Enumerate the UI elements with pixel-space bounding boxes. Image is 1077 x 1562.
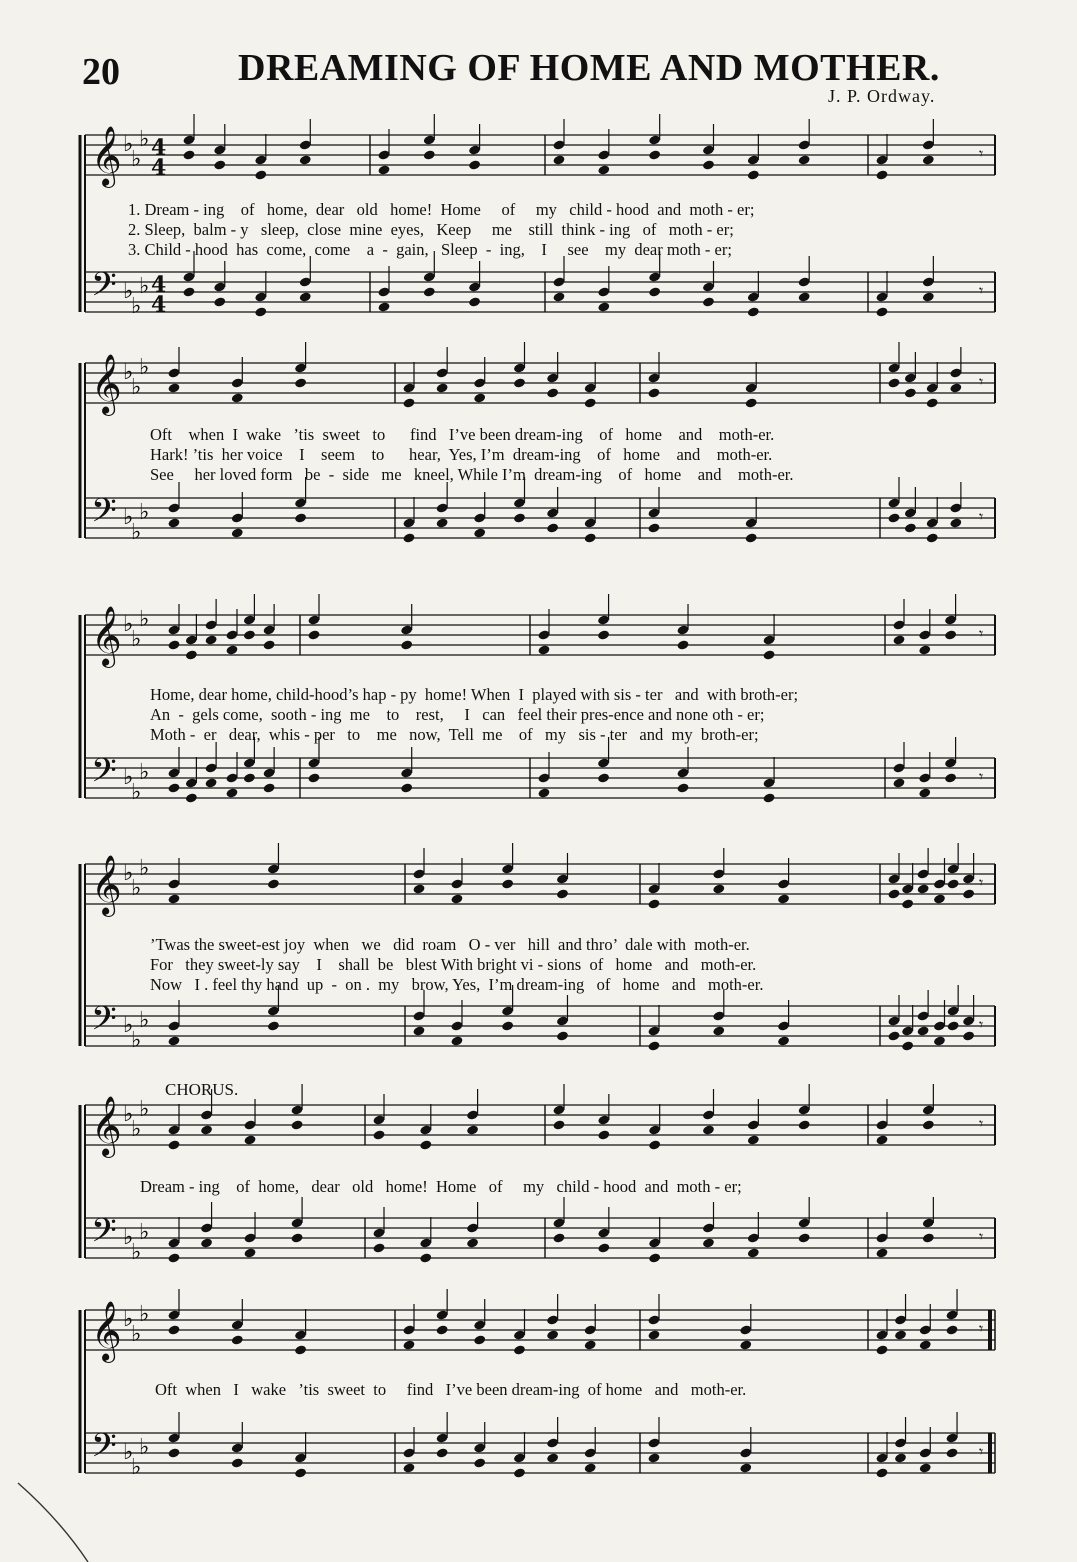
note-head bbox=[933, 893, 946, 904]
note-head bbox=[185, 649, 198, 660]
note-head bbox=[894, 1452, 907, 1463]
note-head bbox=[798, 1232, 811, 1243]
note-head bbox=[552, 1119, 565, 1130]
note-head bbox=[887, 377, 900, 388]
note-head bbox=[597, 1242, 610, 1253]
note-head bbox=[263, 782, 276, 793]
note-head bbox=[745, 397, 758, 408]
note-head bbox=[949, 517, 962, 528]
note-head bbox=[513, 512, 526, 523]
note-head bbox=[556, 888, 569, 899]
flat-icon: ♭ bbox=[123, 1013, 134, 1038]
note-head bbox=[648, 1139, 661, 1150]
note-head bbox=[875, 169, 888, 180]
note-head bbox=[647, 1329, 660, 1340]
composer-credit: J. P. Ordway. bbox=[828, 86, 936, 106]
bass-clef-icon: 𝄢 bbox=[91, 1427, 117, 1473]
note-head bbox=[712, 883, 725, 894]
treble-clef-icon: 𝄞 bbox=[91, 126, 122, 186]
flat-icon: ♭ bbox=[139, 1435, 150, 1460]
note-head bbox=[182, 149, 195, 160]
flat-icon: ♭ bbox=[123, 765, 134, 790]
note-head bbox=[231, 527, 244, 538]
bass-clef-icon: 𝄢 bbox=[91, 492, 117, 538]
note-head bbox=[377, 301, 390, 312]
note-head bbox=[402, 1339, 415, 1350]
note-head bbox=[747, 306, 760, 317]
note-head bbox=[556, 1030, 569, 1041]
note-head bbox=[436, 1447, 449, 1458]
eighth-rest-icon: 𝄾 bbox=[979, 1227, 984, 1246]
note-head bbox=[647, 387, 660, 398]
lyric-s1-l2: See her loved form be - side me kneel, While I’m dream-ing of home and moth-er. bbox=[150, 465, 794, 484]
treble-clef-icon: 𝄞 bbox=[91, 606, 122, 666]
flat-icon: ♭ bbox=[131, 627, 142, 652]
note-head bbox=[412, 883, 425, 894]
note-head bbox=[468, 296, 481, 307]
note-head bbox=[402, 397, 415, 408]
eighth-rest-icon: 𝄾 bbox=[979, 1442, 984, 1461]
lyric-s2-l2: Moth - er dear, whis - per to me now, Tell me of my sis - ter and my broth-er; bbox=[150, 725, 759, 744]
note-head bbox=[597, 1129, 610, 1140]
note-head bbox=[291, 1119, 304, 1130]
note-head bbox=[513, 1467, 526, 1478]
note-head bbox=[798, 1119, 811, 1130]
flat-icon: ♭ bbox=[139, 1302, 150, 1327]
note-head bbox=[267, 878, 280, 889]
note-head bbox=[702, 1124, 715, 1135]
note-head bbox=[597, 629, 610, 640]
note-head bbox=[400, 782, 413, 793]
note-head bbox=[205, 634, 218, 645]
note-head bbox=[231, 1457, 244, 1468]
bass-clef-icon: 𝄢 bbox=[91, 1212, 117, 1258]
flat-icon: ♭ bbox=[131, 780, 142, 805]
note-head bbox=[167, 1035, 180, 1046]
note-head bbox=[946, 1447, 959, 1458]
note-head bbox=[917, 1025, 930, 1036]
time-signature-bottom: 4 bbox=[151, 155, 167, 181]
note-head bbox=[402, 532, 415, 543]
note-head bbox=[747, 169, 760, 180]
note-head bbox=[947, 878, 960, 889]
bass-clef-icon: 𝄢 bbox=[91, 1000, 117, 1046]
lyric-s3-l1: For they sweet-ly say I shall be blest With bright vi - sions of home and moth-er. bbox=[150, 955, 757, 974]
note-head bbox=[892, 634, 905, 645]
lyric-s0-l0: 1. Dream - ing of home, dear old home! Home of my child - hood and moth - er; bbox=[128, 200, 755, 219]
flat-icon: ♭ bbox=[139, 1097, 150, 1122]
note-head bbox=[552, 154, 565, 165]
flat-icon: ♭ bbox=[139, 607, 150, 632]
note-head bbox=[307, 772, 320, 783]
note-head bbox=[423, 286, 436, 297]
note-head bbox=[875, 1134, 888, 1145]
flat-icon: ♭ bbox=[131, 1117, 142, 1142]
note-head bbox=[513, 1344, 526, 1355]
flat-icon: ♭ bbox=[139, 355, 150, 380]
note-head bbox=[200, 1124, 213, 1135]
flat-icon: ♭ bbox=[139, 127, 150, 152]
lyric-s1-l0: Oft when I wake ’tis sweet to find I’ve been dream-ing of home and moth-er. bbox=[150, 425, 775, 444]
note-head bbox=[919, 1462, 932, 1473]
note-head bbox=[294, 377, 307, 388]
note-head bbox=[904, 387, 917, 398]
note-head bbox=[254, 306, 267, 317]
flat-icon: ♭ bbox=[139, 856, 150, 881]
treble-clef-icon: 𝄞 bbox=[91, 354, 122, 414]
note-head bbox=[584, 1339, 597, 1350]
note-head bbox=[647, 1452, 660, 1463]
eighth-rest-icon: 𝄾 bbox=[979, 372, 984, 391]
note-head bbox=[377, 164, 390, 175]
eighth-rest-icon: 𝄾 bbox=[979, 281, 984, 300]
flat-icon: ♭ bbox=[123, 1440, 134, 1465]
note-head bbox=[901, 1040, 914, 1051]
bass-clef-icon: 𝄢 bbox=[91, 752, 117, 798]
note-head bbox=[922, 154, 935, 165]
note-head bbox=[243, 629, 256, 640]
note-head bbox=[537, 787, 550, 798]
note-head bbox=[468, 159, 481, 170]
note-head bbox=[436, 517, 449, 528]
note-head bbox=[648, 149, 661, 160]
note-head bbox=[917, 883, 930, 894]
flat-icon: ♭ bbox=[131, 520, 142, 545]
flat-icon: ♭ bbox=[131, 294, 142, 319]
note-head bbox=[676, 782, 689, 793]
flat-icon: ♭ bbox=[131, 147, 142, 172]
lyric-s1-l1: Hark! ’tis her voice I seem to hear, Yes, I’m dream-ing of home and moth-er. bbox=[150, 445, 773, 464]
flat-icon: ♭ bbox=[131, 1322, 142, 1347]
note-head bbox=[213, 159, 226, 170]
note-head bbox=[423, 149, 436, 160]
note-head bbox=[167, 893, 180, 904]
treble-clef-icon: 𝄞 bbox=[91, 855, 122, 915]
flat-icon: ♭ bbox=[139, 500, 150, 525]
note-head bbox=[225, 644, 238, 655]
note-head bbox=[648, 286, 661, 297]
note-head bbox=[552, 1232, 565, 1243]
time-signature-top: 4 bbox=[151, 272, 167, 298]
note-head bbox=[167, 639, 180, 650]
note-head bbox=[918, 787, 931, 798]
note-head bbox=[167, 1252, 180, 1263]
note-head bbox=[231, 1334, 244, 1345]
note-head bbox=[584, 1462, 597, 1473]
note-head bbox=[739, 1339, 752, 1350]
note-head bbox=[712, 1025, 725, 1036]
time-signature-bottom: 4 bbox=[151, 292, 167, 318]
note-head bbox=[702, 296, 715, 307]
eighth-rest-icon: 𝄾 bbox=[979, 1015, 984, 1034]
note-head bbox=[167, 1324, 180, 1335]
note-head bbox=[436, 382, 449, 393]
flat-icon: ♭ bbox=[131, 1240, 142, 1265]
note-head bbox=[949, 382, 962, 393]
flat-icon: ♭ bbox=[139, 274, 150, 299]
note-head bbox=[291, 1232, 304, 1243]
lyric-s2-l0: Home, dear home, child-hood’s hap - py home! When I played with sis - ter and with broth-er; bbox=[150, 685, 799, 704]
note-head bbox=[501, 1020, 514, 1031]
eighth-rest-icon: 𝄾 bbox=[979, 767, 984, 786]
flat-icon: ♭ bbox=[139, 1008, 150, 1033]
note-head bbox=[647, 522, 660, 533]
treble-clef-icon: 𝄞 bbox=[91, 1301, 122, 1361]
note-head bbox=[299, 154, 312, 165]
eighth-rest-icon: 𝄾 bbox=[979, 144, 984, 163]
note-head bbox=[584, 532, 597, 543]
hymn-title: DREAMING OF HOME AND MOTHER. bbox=[238, 47, 940, 89]
note-head bbox=[254, 169, 267, 180]
flat-icon: ♭ bbox=[123, 279, 134, 304]
note-head bbox=[294, 512, 307, 523]
note-head bbox=[473, 527, 486, 538]
note-head bbox=[473, 392, 486, 403]
note-head bbox=[702, 1237, 715, 1248]
bass-clef-icon: 𝄢 bbox=[91, 266, 117, 312]
lyric-s4-l0: Dream - ing of home, dear old home! Home of my child - hood and moth - er; bbox=[140, 1177, 742, 1196]
note-head bbox=[584, 397, 597, 408]
note-head bbox=[763, 649, 776, 660]
note-head bbox=[904, 522, 917, 533]
note-head bbox=[887, 888, 900, 899]
note-head bbox=[294, 1467, 307, 1478]
note-head bbox=[676, 639, 689, 650]
note-head bbox=[763, 792, 776, 803]
note-head bbox=[777, 1035, 790, 1046]
note-head bbox=[513, 377, 526, 388]
eighth-rest-icon: 𝄾 bbox=[979, 1319, 984, 1338]
note-head bbox=[947, 1020, 960, 1031]
note-head bbox=[546, 522, 559, 533]
note-head bbox=[962, 1030, 975, 1041]
treble-clef-icon: 𝄞 bbox=[91, 1096, 122, 1156]
note-head bbox=[402, 1462, 415, 1473]
note-head bbox=[926, 532, 939, 543]
note-head bbox=[894, 1329, 907, 1340]
note-head bbox=[944, 629, 957, 640]
note-head bbox=[546, 1329, 559, 1340]
corner-mark bbox=[18, 1483, 88, 1562]
lyric-s0-l2: 3. Child - hood has come, come a - gain, Sleep - ing, I see my dear moth - er; bbox=[128, 240, 732, 259]
note-head bbox=[875, 1344, 888, 1355]
note-head bbox=[875, 1247, 888, 1258]
flat-icon: ♭ bbox=[139, 760, 150, 785]
note-head bbox=[747, 1247, 760, 1258]
note-head bbox=[263, 639, 276, 650]
note-head bbox=[648, 1252, 661, 1263]
note-head bbox=[918, 644, 931, 655]
note-head bbox=[307, 629, 320, 640]
note-head bbox=[182, 286, 195, 297]
note-head bbox=[372, 1129, 385, 1140]
eighth-rest-icon: 𝄾 bbox=[979, 624, 984, 643]
note-head bbox=[887, 512, 900, 523]
note-head bbox=[412, 1025, 425, 1036]
note-head bbox=[597, 772, 610, 783]
lyric-s2-l1: An - gels come, sooth - ing me to rest, I can feel their pres-ence and none oth - er; bbox=[150, 705, 765, 724]
note-head bbox=[922, 1232, 935, 1243]
lyric-s3-l2: Now I . feel thy hand up - on . my brow, Yes, I’m dream-ing of home and moth-er. bbox=[150, 975, 764, 994]
note-head bbox=[225, 787, 238, 798]
note-head bbox=[205, 777, 218, 788]
note-head bbox=[372, 1242, 385, 1253]
note-head bbox=[243, 1134, 256, 1145]
note-head bbox=[944, 772, 957, 783]
flat-icon: ♭ bbox=[123, 360, 134, 385]
note-head bbox=[922, 291, 935, 302]
note-head bbox=[875, 306, 888, 317]
note-head bbox=[777, 893, 790, 904]
flat-icon: ♭ bbox=[123, 612, 134, 637]
note-head bbox=[400, 639, 413, 650]
flat-icon: ♭ bbox=[123, 861, 134, 886]
note-head bbox=[798, 154, 811, 165]
note-head bbox=[739, 1462, 752, 1473]
flat-icon: ♭ bbox=[139, 1220, 150, 1245]
note-head bbox=[450, 893, 463, 904]
note-head bbox=[473, 1334, 486, 1345]
note-head bbox=[702, 159, 715, 170]
flat-icon: ♭ bbox=[123, 1102, 134, 1127]
note-head bbox=[294, 1344, 307, 1355]
note-head bbox=[243, 772, 256, 783]
flat-icon: ♭ bbox=[131, 375, 142, 400]
note-head bbox=[926, 397, 939, 408]
time-signature-top: 4 bbox=[151, 135, 167, 161]
note-head bbox=[419, 1139, 432, 1150]
lyric-s0-l1: 2. Sleep, balm - y sleep, close mine eyes, Keep me still think - ing of moth - er; bbox=[128, 220, 734, 239]
note-head bbox=[213, 296, 226, 307]
note-head bbox=[946, 1324, 959, 1335]
lyric-s5-l0: Oft when I wake ’tis sweet to find I’ve been dream-ing of home and moth-er. bbox=[155, 1380, 747, 1399]
note-head bbox=[798, 291, 811, 302]
lyric-s3-l0: ’Twas the sweet-est joy when we did roam O - ver hill and thro’ dale with moth-er. bbox=[150, 935, 750, 954]
note-head bbox=[299, 291, 312, 302]
note-head bbox=[267, 1020, 280, 1031]
note-head bbox=[419, 1252, 432, 1263]
note-head bbox=[243, 1247, 256, 1258]
eighth-rest-icon: 𝄾 bbox=[979, 1114, 984, 1133]
flat-icon: ♭ bbox=[123, 505, 134, 530]
flat-icon: ♭ bbox=[123, 132, 134, 157]
page-number: 20 bbox=[82, 51, 120, 93]
note-head bbox=[231, 392, 244, 403]
note-head bbox=[875, 1467, 888, 1478]
note-head bbox=[546, 387, 559, 398]
flat-icon: ♭ bbox=[131, 1455, 142, 1480]
note-head bbox=[185, 792, 198, 803]
note-head bbox=[473, 1457, 486, 1468]
note-head bbox=[597, 301, 610, 312]
eighth-rest-icon: 𝄾 bbox=[979, 873, 984, 892]
note-head bbox=[466, 1124, 479, 1135]
note-head bbox=[919, 1339, 932, 1350]
note-head bbox=[933, 1035, 946, 1046]
note-head bbox=[597, 164, 610, 175]
note-head bbox=[552, 291, 565, 302]
flat-icon: ♭ bbox=[131, 876, 142, 901]
note-head bbox=[167, 517, 180, 528]
note-head bbox=[200, 1237, 213, 1248]
note-head bbox=[745, 532, 758, 543]
note-head bbox=[546, 1452, 559, 1463]
note-head bbox=[501, 878, 514, 889]
eighth-rest-icon: 𝄾 bbox=[979, 507, 984, 526]
flat-icon: ♭ bbox=[123, 1307, 134, 1332]
note-head bbox=[167, 782, 180, 793]
note-head bbox=[887, 1030, 900, 1041]
chorus-label: CHORUS. bbox=[165, 1080, 239, 1099]
note-head bbox=[436, 1324, 449, 1335]
note-head bbox=[747, 1134, 760, 1145]
note-head bbox=[647, 1040, 660, 1051]
note-head bbox=[962, 888, 975, 899]
flat-icon: ♭ bbox=[131, 1028, 142, 1053]
note-head bbox=[466, 1237, 479, 1248]
note-head bbox=[167, 1447, 180, 1458]
note-head bbox=[901, 898, 914, 909]
note-head bbox=[167, 382, 180, 393]
note-head bbox=[922, 1119, 935, 1130]
note-head bbox=[167, 1139, 180, 1150]
note-head bbox=[892, 777, 905, 788]
flat-icon: ♭ bbox=[123, 1225, 134, 1250]
note-head bbox=[537, 644, 550, 655]
note-head bbox=[450, 1035, 463, 1046]
note-head bbox=[647, 898, 660, 909]
